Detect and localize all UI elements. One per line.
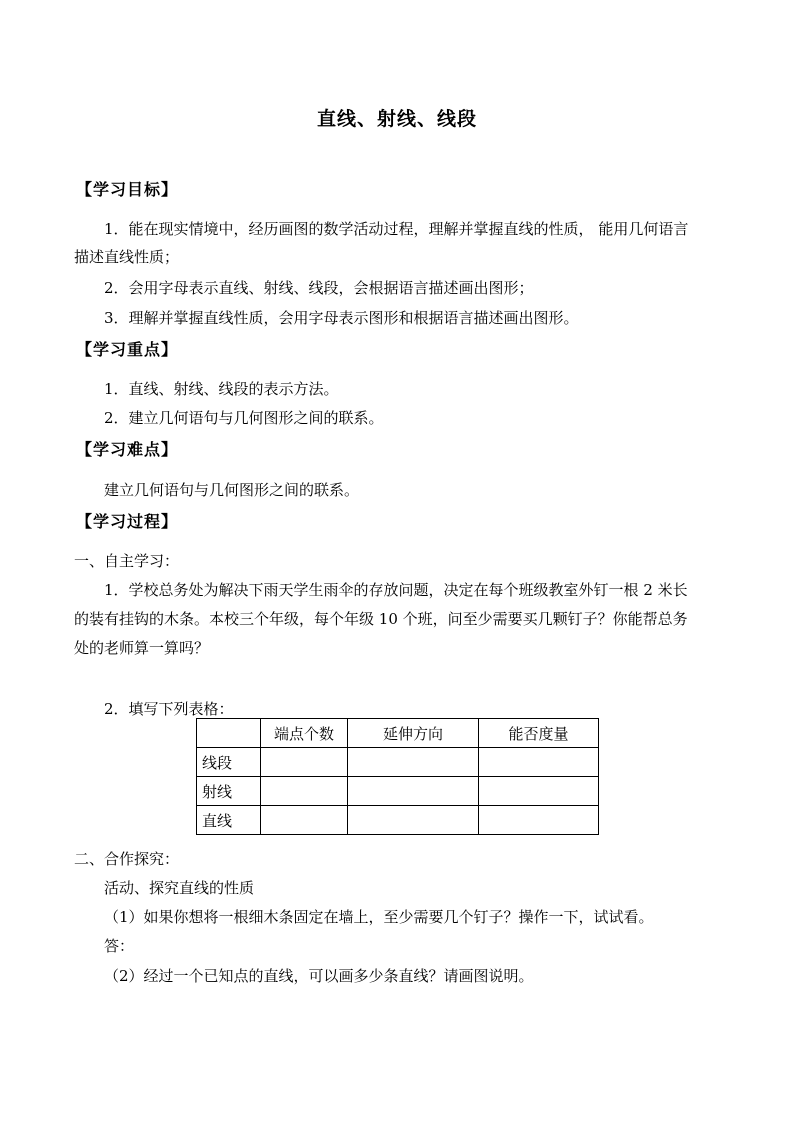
table-cell[interactable] xyxy=(261,806,348,835)
activity-question-2: （2）经过一个已知点的直线，可以画多少条直线？请画图说明。 xyxy=(104,967,534,985)
goal-item-2: 2．会用字母表示直线、射线、线段，会根据语言描述画出图形； xyxy=(104,279,534,297)
difficulty-text: 建立几何语句与几何图形之间的联系。 xyxy=(104,481,360,499)
question-2: 2．填写下列表格： xyxy=(104,700,234,718)
table-cell[interactable] xyxy=(261,777,348,806)
table-row xyxy=(197,806,599,835)
goals-heading: 【学习目标】 xyxy=(76,180,179,199)
activity-question-1: （1）如果你想将一根细木条固定在墙上，至少需要几个钉子？操作一下，试试看。 xyxy=(104,908,654,926)
difficulties-heading: 【学习难点】 xyxy=(76,440,179,459)
key-point-1: 1．直线、射线、线段的表示方法。 xyxy=(104,380,339,398)
row-label: 直线 xyxy=(197,806,261,835)
table-header-cell xyxy=(197,719,261,748)
key-points-heading: 【学习重点】 xyxy=(76,340,179,359)
process-heading: 【学习过程】 xyxy=(76,512,179,531)
table-cell[interactable] xyxy=(479,748,599,777)
table-header-cell: 端点个数 xyxy=(261,719,348,748)
answer-label: 答： xyxy=(104,937,135,955)
table-row xyxy=(197,777,599,806)
row-label: 线段 xyxy=(197,748,261,777)
fill-in-table xyxy=(196,718,599,835)
table-cell[interactable] xyxy=(348,806,479,835)
table-header-cell: 能否度量 xyxy=(479,719,599,748)
section-self-study: 一、自主学习： xyxy=(74,552,180,570)
key-point-2: 2．建立几何语句与几何图形之间的联系。 xyxy=(104,409,384,427)
question-1-cont: 的装有挂钩的木条。本校三个年级，每个年级 10 个班，问至少需要买几颗钉子？你能帮总务 xyxy=(74,610,688,628)
question-1-cont-2: 处的老师算一算吗？ xyxy=(74,639,210,657)
table-cell[interactable] xyxy=(479,806,599,835)
section-cooperative-exploration: 二、合作探究： xyxy=(74,850,180,868)
goal-item-1-cont: 描述直线性质； xyxy=(74,248,180,266)
table-cell[interactable] xyxy=(348,777,479,806)
table-header-row xyxy=(197,719,599,748)
goal-item-1: 1．能在现实情境中，经历画图的数学活动过程，理解并掌握直线的性质， 能用几何语言 xyxy=(104,220,689,238)
activity-title: 活动、探究直线的性质 xyxy=(104,879,255,897)
question-1: 1．学校总务处为解决下雨天学生雨伞的存放问题，决定在每个班级教室外钉一根 2 米长 xyxy=(104,581,688,599)
page-title: 直线、射线、线段 xyxy=(316,108,477,130)
row-label: 射线 xyxy=(197,777,261,806)
table-cell[interactable] xyxy=(479,777,599,806)
table-row xyxy=(197,748,599,777)
goal-item-3: 3．理解并掌握直线性质，会用字母表示图形和根据语言描述画出图形。 xyxy=(104,309,579,327)
table-cell[interactable] xyxy=(261,748,348,777)
table-cell[interactable] xyxy=(348,748,479,777)
table-header-cell: 延伸方向 xyxy=(348,719,479,748)
